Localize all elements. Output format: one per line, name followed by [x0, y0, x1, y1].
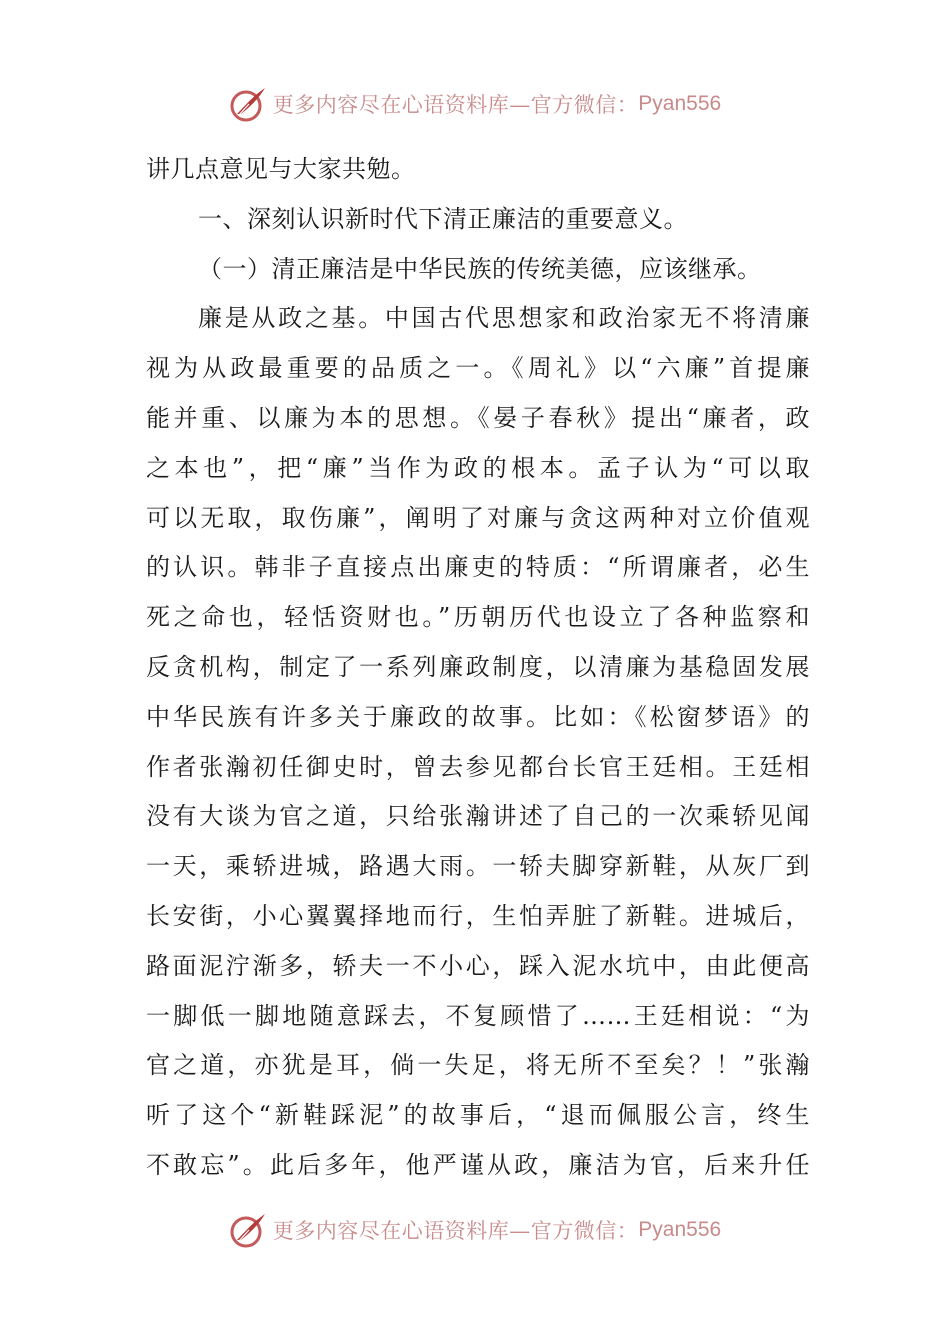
- banner-text: 更多内容尽在心语资料库—官方微信：: [272, 1219, 639, 1243]
- text-line: 作者张瀚初任御史时，曾去参见都台长官王廷相。王廷相: [146, 752, 810, 781]
- document-body: [146, 145, 810, 1191]
- quill-logo-icon: [229, 1210, 269, 1250]
- paragraph-start: 廉是从政之基。中国古代思想家和政治家无不将清廉: [198, 304, 810, 333]
- text-line: 路面泥泞渐多，轿夫一不小心，踩入泥水坑中，由此便高: [146, 951, 810, 980]
- text-line: 反贪机构，制定了一系列廉政制度，以清廉为基稳固发展: [146, 652, 810, 681]
- banner-wechat-id: Pyan556: [638, 1218, 722, 1241]
- header-watermark: [0, 82, 950, 126]
- quill-logo-icon: [229, 84, 269, 124]
- footer-watermark: [0, 1208, 950, 1252]
- text-line: 一天，乘轿进城，路遇大雨。一轿夫脚穿新鞋，从灰厂到: [146, 852, 810, 881]
- banner-text: 更多内容尽在心语资料库—官方微信：: [272, 93, 639, 117]
- text-line: 没有大谈为官之道，只给张瀚讲述了自己的一次乘轿见闻: [146, 802, 810, 831]
- text-line: 的认识。韩非子直接点出廉吏的特质：“所谓廉者，必生: [146, 553, 810, 582]
- text-line: 一脚低一脚地随意踩去，不复顾惜了……王廷相说：“为: [146, 1001, 810, 1030]
- text-line: 不敢忘”。此后多年，他严谨从政，廉洁为官，后来升任: [146, 1150, 810, 1179]
- text-line: 之本也”，把“廉”当作为政的根本。孟子认为“可以取: [146, 453, 810, 482]
- text-line: 官之道，亦犹是耳，倘一失足，将无所不至矣？！”张瀚: [146, 1051, 810, 1080]
- banner-wechat-id: Pyan556: [638, 92, 722, 115]
- section-heading: 一、深刻认识新时代下清正廉洁的重要意义。: [198, 204, 688, 233]
- text-line: 听了这个“新鞋踩泥”的故事后，“退而佩服公言，终生: [146, 1101, 810, 1130]
- text-line: 可以无取，取伤廉”，阐明了对廉与贪这两种对立价值观: [146, 503, 810, 532]
- text-line: 能并重、以廉为本的思想。《晏子春秋》提出“廉者，政: [146, 403, 810, 432]
- text-line: 讲几点意见与大家共勉。: [146, 155, 416, 183]
- text-line: 死之命也，轻恬资财也。”历朝历代也设立了各种监察和: [146, 603, 810, 632]
- subsection-heading: （一）清正廉洁是中华民族的传统美德，应该继承。: [198, 254, 762, 283]
- text-line: 视为从政最重要的品质之一。《周礼》以“六廉”首提廉: [146, 354, 810, 383]
- text-line: 长安街，小心翼翼择地而行，生怕弄脏了新鞋。进城后，: [146, 901, 810, 930]
- text-line: 中华民族有许多关于廉政的故事。比如：《松窗梦语》的: [146, 702, 810, 731]
